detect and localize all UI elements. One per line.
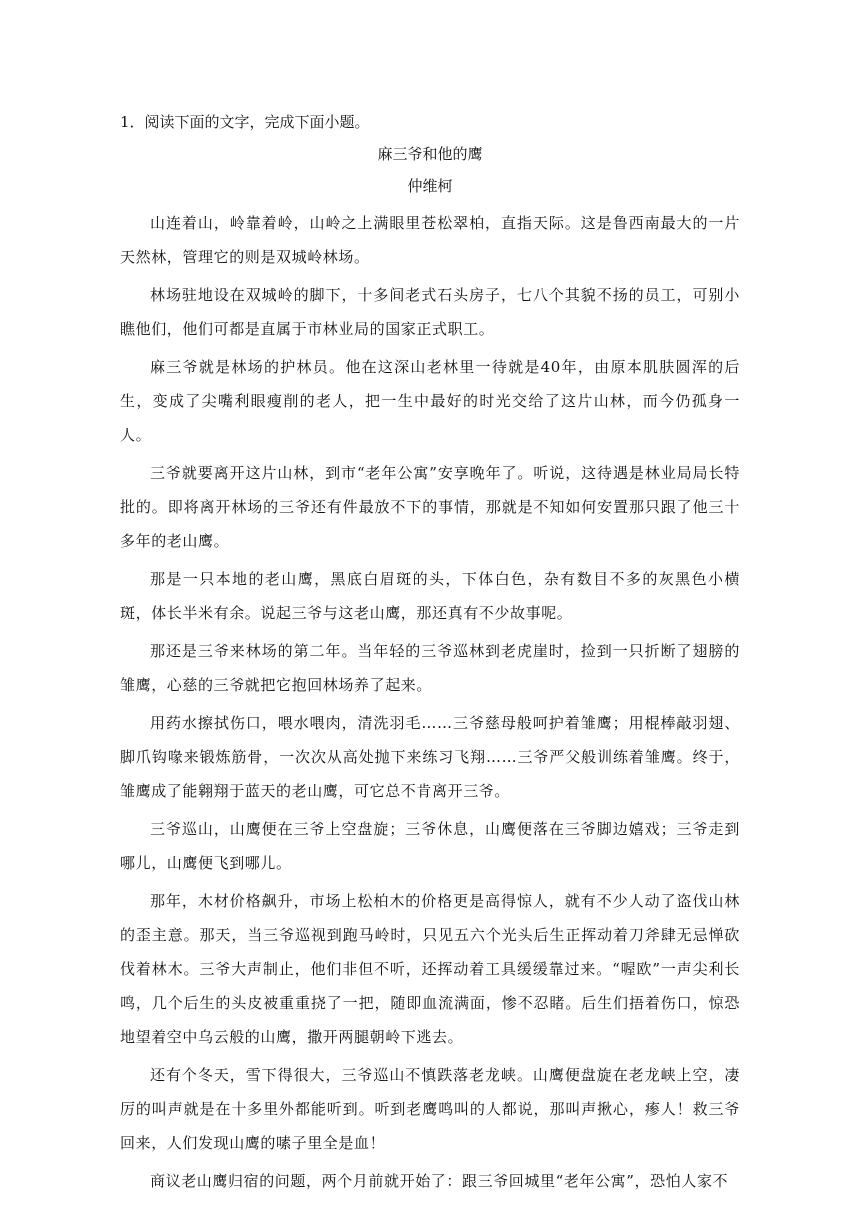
paragraph: 还有个冬天，雪下得很大，三爷巡山不慎跌落老龙峡。山鹰便盘旋在老龙峡上空，凄厉的叫声就是在十多里外都能听到。听到老鹰鸣叫的人都说，那叫声揪心，瘆人！救三爷回来，人们发现山鹰的嗉子里全是血！ <box>120 1066 740 1152</box>
paragraph: 那是一只本地的老山鹰，黑底白眉斑的头，下体白色，杂有数目不多的灰黑色小横斑，体长半米有余。说起三爷与这老山鹰，那还真有不少故事呢。 <box>120 570 740 622</box>
article-author: 仲维柯 <box>407 177 453 195</box>
paragraph: 商议老山鹰归宿的问题，两个月前就开始了：跟三爷回城里“老年公寓”，恐怕人家不 <box>150 1172 729 1190</box>
document-page <box>120 108 740 1202</box>
paragraph: 三爷就要离开这片山林，到市“老年公寓”安享晚年了。听说，这待遇是林业局局长特批的。即将离开林场的三爷还有件最放不下的事情，那就是不知如何安置那只跟了他三十多年的老山鹰。 <box>120 464 740 550</box>
paragraph: 林场驻地设在双城岭的脚下，十多间老式石头房子，七八个其貌不扬的员工，可别小瞧他们，他们可都是直属于市林业局的国家正式职工。 <box>120 286 740 338</box>
paragraph: 用药水擦拭伤口，喂水喂肉，清洗羽毛……三爷慈母般呵护着雏鹰；用棍棒敲羽翅、脚爪钩喙来锻炼筋骨，一次次从高处抛下来练习飞翔……三爷严父般训练着雏鹰。终于，雏鹰成了能翱翔于蓝天的老山鹰，可它总不肯离开三爷。 <box>120 714 740 800</box>
paragraph: 山连着山，岭靠着岭，山岭之上满眼里苍松翠柏，直指天际。这是鲁西南最大的一片天然林，管理它的则是双城岭林场。 <box>120 214 740 266</box>
question-header: 1．阅读下面的文字，完成下面小题。 <box>120 113 370 131</box>
paragraph: 那还是三爷来林场的第二年。当年轻的三爷巡林到老虎崖时，捡到一只折断了翅膀的雏鹰，心慈的三爷就把它抱回林场养了起来。 <box>120 642 740 694</box>
paragraph: 三爷巡山，山鹰便在三爷上空盘旋；三爷休息，山鹰便落在三爷脚边嬉戏；三爷走到哪儿，山鹰便飞到哪儿。 <box>120 820 740 872</box>
article-title: 麻三爷和他的鹰 <box>377 145 483 163</box>
paragraph: 麻三爷就是林场的护林员。他在这深山老林里一待就是40年，由原本肌肤圆浑的后生，变成了尖嘴利眼瘦削的老人，把一生中最好的时光交给了这片山林，而今仍孤身一人。 <box>120 358 740 444</box>
paragraph: 那年，木材价格飙升，市场上松柏木的价格更是高得惊人，就有不少人动了盗伐山林的歪主意。那天，当三爷巡视到跑马岭时，只见五六个光头后生正挥动着刀斧肆无忌惮砍伐着林木。三爷大声制止，他们非但不听，还挥动着工具缓缓靠过来。“喔欧”一声尖利长鸣，几个后生的头皮被重重挠了一把，随即血流满面，惨不忍睹。后生们捂着伤口，惊恐地望着空中乌云般的山鹰，撒开两腿朝岭下逃去。 <box>120 892 740 1046</box>
